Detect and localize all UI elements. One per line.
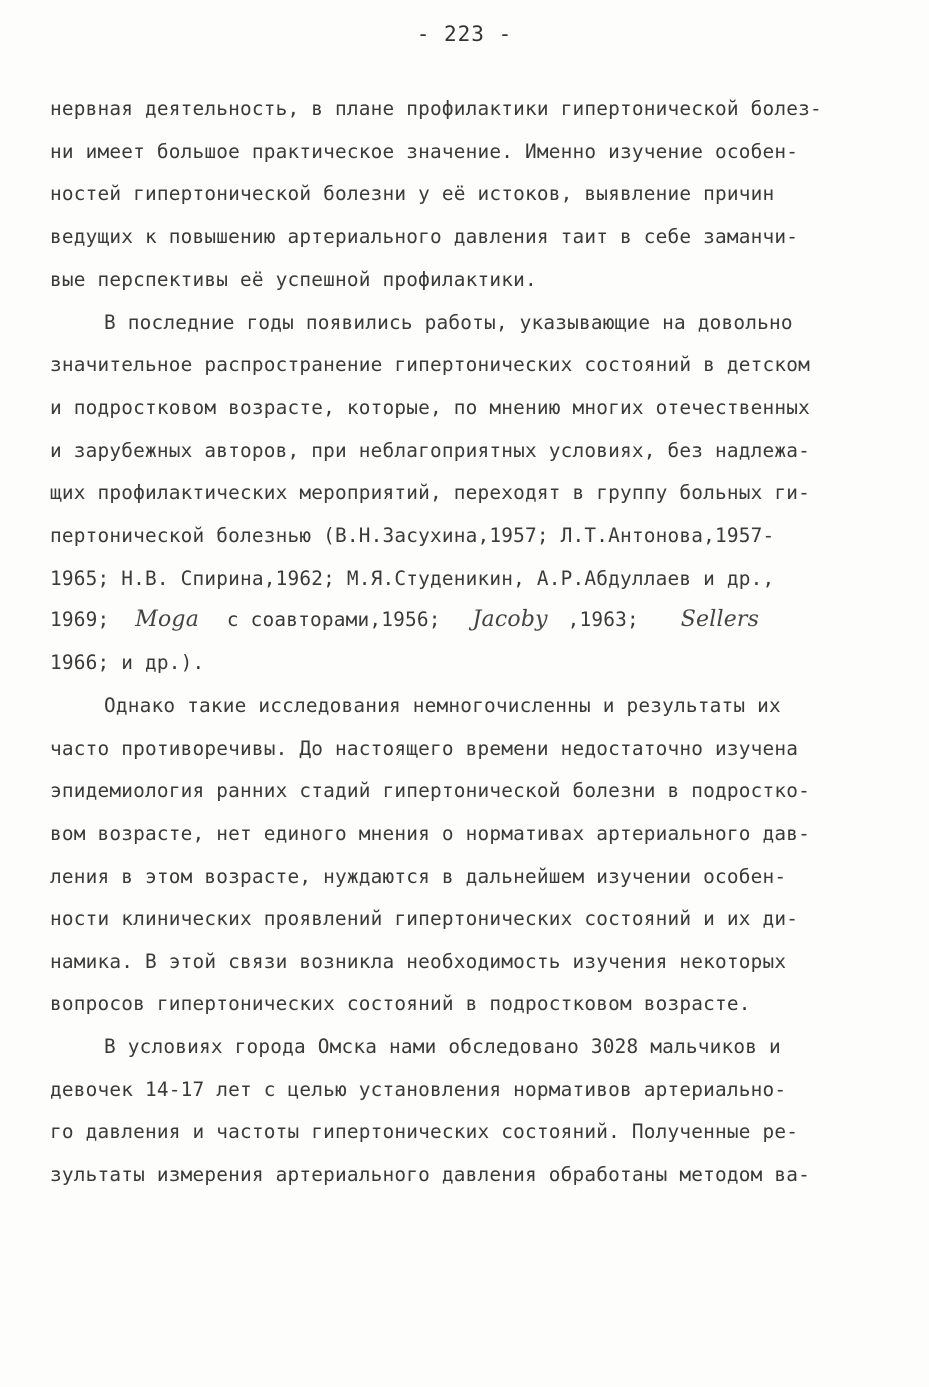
text-line: пертонической болезнью (В.Н.Засухина,1957; Л.Т.Антонова,1957- bbox=[50, 524, 775, 547]
paragraph-start-line: В последние годы появились работы, указывающие на довольно bbox=[104, 311, 793, 334]
text-line: намика. В этой связи возникла необходимость изучения некоторых bbox=[50, 950, 787, 973]
text-line: ведущих к повышению артериального давления таит в себе заманчи- bbox=[50, 225, 799, 248]
page-number: - 223 - bbox=[416, 22, 513, 46]
text-line: ни имеет большое практическое значение. Именно изучение особен- bbox=[50, 140, 799, 163]
text-line: щих профилактических мероприятий, переходят в группу больных ги- bbox=[50, 481, 810, 504]
text-line: вые перспективы её успешной профилактики. bbox=[50, 268, 537, 291]
text-line: и подростковом возрасте, которые, по мнению многих отечественных bbox=[50, 396, 810, 419]
text-line: 1966; и др.). bbox=[50, 651, 205, 674]
text-line: 1965; Н.В. Спирина,1962; М.Я.Студеникин, А.Р.Абдуллаев и др., bbox=[50, 567, 775, 590]
text-line: девочек 14-17 лет с целью установления нормативов артериально- bbox=[50, 1078, 787, 1101]
text-line: зультаты измерения артериального давления обработаны методом ва- bbox=[50, 1163, 810, 1186]
text-line: нервная деятельность, в плане профилактики гипертонической болез- bbox=[50, 97, 822, 120]
handwritten-name-sellers: Sellers bbox=[680, 607, 760, 632]
text-line: часто противоречивы. До настоящего времени недостаточно изучена bbox=[50, 737, 799, 760]
text-line: вопросов гипертонических состояний в подростковом возрасте. bbox=[50, 992, 751, 1015]
citation-year-1963: ,1963; bbox=[567, 608, 639, 631]
text-line: ления в этом возрасте, нуждаются в дальнейшем изучении особен- bbox=[50, 865, 787, 888]
paragraph-start-line: Однако такие исследования немногочисленны и результаты их bbox=[104, 694, 781, 717]
text-line: ности клинических проявлений гипертонических состояний и их ди- bbox=[50, 907, 799, 930]
text-line: и зарубежных авторов, при неблагоприятных условиях, без надлежа- bbox=[50, 439, 810, 462]
text-line: вом возрасте, нет единого мнения о нормативах артериального дав- bbox=[50, 822, 810, 845]
paragraph-start-line: В условиях города Омска нами обследовано 3028 мальчиков и bbox=[104, 1035, 781, 1058]
handwritten-name-jacoby: Jacoby bbox=[472, 607, 548, 632]
text-line: эпидемиология ранних стадий гипертонической болезни в подростко- bbox=[50, 779, 810, 802]
text-line: ностей гипертонической болезни у её истоков, выявление причин bbox=[50, 182, 775, 205]
text-line: значительное распространение гипертонических состояний в детском bbox=[50, 353, 810, 376]
handwritten-name-moga: Moga bbox=[135, 607, 200, 632]
citation-line bbox=[50, 608, 880, 632]
citation-coauthors: с соавторами,1956; bbox=[226, 608, 441, 631]
citation-year: 1969; bbox=[50, 608, 110, 631]
text-line: го давления и частоты гипертонических состояний. Полученные ре- bbox=[50, 1120, 799, 1143]
